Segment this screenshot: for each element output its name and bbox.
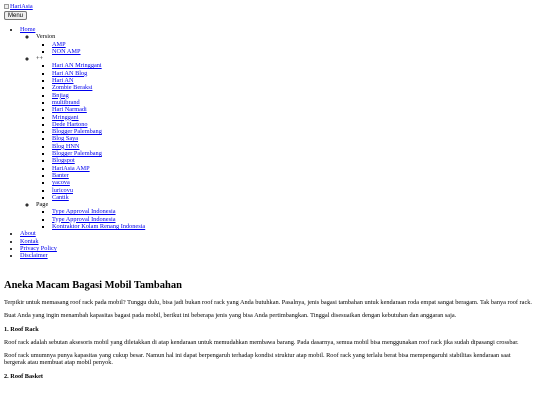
nav-plus-link[interactable]: HariAsia AMP bbox=[52, 164, 90, 172]
article-title: Aneka Macam Bagasi Mobil Tambahan bbox=[4, 280, 182, 291]
paragraph: Terpikir untuk memasang roof rack pada mobil? Tunggu dulu, bisa jadi bukan roof rack yang Anda butuhkan. Pasalnya, jenis bagasi tambahan untuk kendaraan roda empat sangat beragam. Tak banya roof rack. bbox=[4, 299, 532, 306]
nav-page-item bbox=[52, 216, 145, 223]
plus-submenu bbox=[36, 62, 145, 201]
paragraph: Roof rack umumnya punya kapasitas yang cukup besar. Namun hal ini dapat berpengaruh terhadap kondisi struktur atap mobil. Roof rack yang terlalu berat bisa mempengaruhi stabilitas kendaraan saat bergerak atau membuat atap mobil penyok. bbox=[4, 352, 511, 367]
nav-plus-item bbox=[52, 157, 145, 164]
nav-page-item bbox=[52, 208, 145, 215]
nav-plus-link[interactable]: Hari Narmadi bbox=[52, 106, 87, 114]
page-submenu bbox=[36, 208, 145, 230]
nav-plus-item bbox=[52, 114, 145, 121]
nav-plus-item bbox=[52, 62, 145, 69]
nav-group-page bbox=[36, 201, 145, 230]
nav-plus-link[interactable]: Hari AN Blog bbox=[52, 69, 88, 77]
nav-plus-link[interactable]: Zombie Beraksi bbox=[52, 84, 93, 92]
site-logo[interactable] bbox=[4, 3, 33, 10]
paragraph: Roof rack adalah sebutan aksesoris mobil yang diletakkan di atap kendaraan untuk memudahkan membawa barang. Pada dasarnya, semua mobil bisa menggunakan roof rack jika sudah dipasangi crossbar. bbox=[4, 338, 519, 346]
nav-page-link[interactable]: Kontraktor Kolam Renang Indonesia bbox=[52, 223, 146, 231]
nav-plus-link[interactable]: Blog Saya bbox=[52, 135, 79, 143]
section-heading: 2. Roof Basket bbox=[4, 372, 44, 380]
nav-plus-item bbox=[52, 84, 145, 91]
nav-link-disclaimer[interactable]: Disclaimer bbox=[20, 252, 48, 260]
nav-page-item bbox=[52, 223, 145, 230]
main-nav bbox=[4, 26, 145, 260]
nav-link-privacy-policy[interactable]: Privacy Policy bbox=[20, 244, 57, 252]
nav-plus-item bbox=[52, 172, 145, 179]
nav-plus-link[interactable]: yacova bbox=[52, 179, 70, 187]
nav-plus-link[interactable]: Dede Hartono bbox=[52, 120, 88, 128]
nav-plus-item bbox=[52, 150, 145, 157]
nav-plus-link[interactable]: Banter bbox=[52, 171, 69, 179]
nav-plus-item bbox=[52, 143, 145, 150]
nav-plus-link[interactable]: Cantik bbox=[52, 193, 69, 201]
nav-link-home[interactable]: Home bbox=[20, 26, 36, 33]
section-heading: 1. Roof Rack bbox=[4, 325, 39, 333]
nav-group-version bbox=[36, 33, 145, 55]
nav-plus-item bbox=[52, 165, 145, 172]
nav-plus-link[interactable]: Blogspot bbox=[52, 157, 75, 165]
nav-plus-link[interactable]: Bnjiag bbox=[52, 91, 69, 99]
nav-plus-link[interactable]: Blog HNN bbox=[52, 142, 80, 150]
nav-plus-link[interactable]: Hari AN Mringgani bbox=[52, 62, 102, 70]
nav-group-plus bbox=[36, 55, 145, 201]
version-submenu bbox=[36, 41, 145, 56]
nav-plus-item bbox=[52, 179, 145, 186]
nav-plus-item bbox=[52, 92, 145, 99]
nav-item-amp bbox=[52, 41, 145, 48]
article bbox=[4, 280, 534, 380]
nav-plus-item bbox=[52, 99, 145, 106]
nav-plus-item bbox=[52, 128, 145, 135]
nav-plus-item bbox=[52, 187, 145, 194]
nav-item-disclaimer bbox=[20, 252, 145, 259]
nav-plus-item bbox=[52, 121, 145, 128]
home-submenu bbox=[20, 33, 145, 230]
nav-label-version: Version bbox=[36, 33, 56, 41]
nav-item-non-amp bbox=[52, 48, 145, 55]
nav-page-link[interactable]: Type Approval Indonesia bbox=[52, 215, 116, 223]
nav-page-link[interactable]: Type Approval Indonesia bbox=[52, 208, 116, 216]
nav-plus-item bbox=[52, 106, 145, 113]
nav-link-kontak[interactable]: Kontak bbox=[20, 237, 39, 245]
nav-plus-item bbox=[52, 77, 145, 84]
nav-item-privacy bbox=[20, 245, 145, 252]
nav-plus-link[interactable]: Hari AN bbox=[52, 77, 74, 85]
nav-label-page: Page bbox=[36, 201, 49, 209]
nav-plus-link[interactable]: multibrand bbox=[52, 98, 80, 106]
nav-plus-link[interactable]: Mringgani bbox=[52, 113, 79, 121]
broken-image-icon bbox=[4, 4, 9, 9]
nav-plus-link[interactable]: Blogger Palembang bbox=[52, 128, 102, 136]
nav-plus-link[interactable]: luricovu bbox=[52, 186, 73, 194]
logo-link[interactable]: HariAsia bbox=[10, 3, 33, 10]
nav-plus-item bbox=[52, 194, 145, 201]
nav-plus-link[interactable]: Blogger Palembang bbox=[52, 150, 102, 158]
nav-link-about[interactable]: About bbox=[20, 230, 36, 238]
nav-link-non-amp[interactable]: NON AMP bbox=[52, 47, 81, 55]
nav-label-plus: ++ bbox=[36, 55, 44, 63]
paragraph: Buat Anda yang ingin menambah kapasitas bagasi pada mobil, berikut ini beberapa jenis yang bisa Anda pertimbangkan. Tinggal disesuaikan dengan kebutuhan dan anggaran saja. bbox=[4, 312, 457, 320]
nav-link-amp[interactable]: AMP bbox=[52, 40, 66, 48]
menu-button[interactable]: Menu bbox=[4, 11, 27, 20]
nav-plus-item bbox=[52, 70, 145, 77]
nav-item-home bbox=[20, 26, 145, 230]
nav-item-kontak bbox=[20, 238, 145, 245]
nav-plus-item bbox=[52, 135, 145, 142]
nav-item-about bbox=[20, 230, 145, 237]
